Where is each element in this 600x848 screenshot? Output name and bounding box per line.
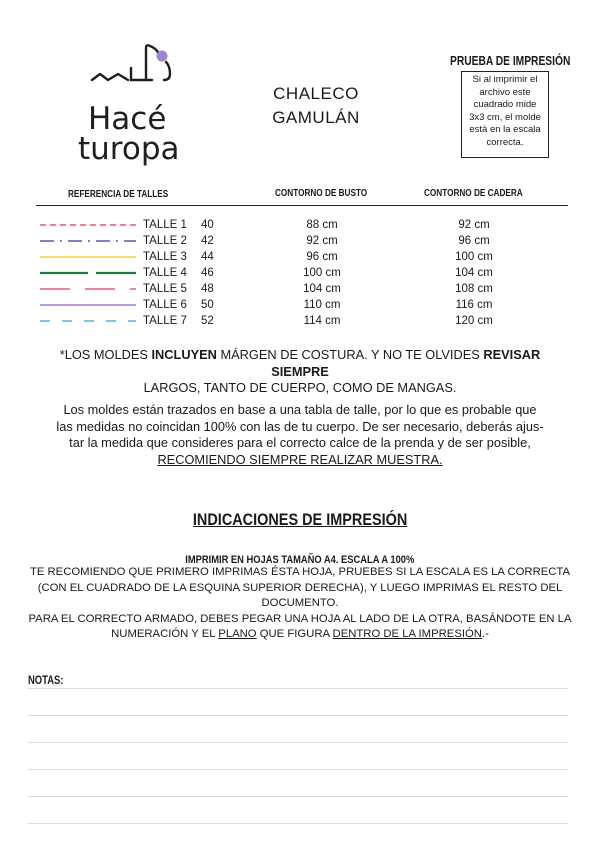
inside-print-underlined: DENTRO DE LA IMPRESIÓN [332,628,482,640]
size-line-sample [40,222,136,228]
bust-value: 110 cm [303,299,341,311]
note-text: *LOS MOLDES [59,347,152,362]
bust-value: 96 cm [306,251,338,263]
bust-value: 104 cm [303,283,341,295]
print-line: (CON EL CUADRADO DE LA ESQUINA SUPERIOR DERECHA), Y LUEGO IMPRIMAS EL RESTO DEL [37,581,563,594]
test-print-text: Si al imprimir el archivo este cuadrado mide 3x3 cm, el molde está en la escala correcta. [469,74,541,148]
bust-value: 100 cm [303,267,341,279]
test-print-square [461,71,549,158]
disclaimer-line: Los moldes están trazados en base a una tabla de talle, por lo que es probable que [63,402,537,417]
size-line-sample [40,318,136,324]
bust-value: 114 cm [303,315,341,327]
print-sub-text: IMPRIMIR EN HOJAS TAMAÑO A4. ESCALA A 100% [185,554,415,566]
print-instructions-body [22,565,578,643]
seam-allowance-note [30,347,570,397]
bust-value: 88 cm [306,219,338,231]
recommend-sample-text: RECOMIENDO SIEMPRE REALIZAR MUESTRA. [157,451,443,467]
print-line: PARA EL CORRECTO ARMADO, DEBES PEGAR UNA HOJA AL LADO DE LA OTRA, BASÁNDOTE EN LA [28,612,572,625]
print-line: NUMERACIÓN Y EL [111,628,219,640]
bust-value: 92 cm [306,235,338,247]
note-line [28,742,568,743]
size-line-sample [40,238,136,244]
size-label: TALLE 2 [143,235,187,247]
size-number: 52 [201,315,214,327]
size-number: 44 [201,251,214,263]
size-table-disclaimer [30,402,570,468]
size-line-sample [40,270,136,276]
note-text-lengths: LARGOS, TANTO DE CUERPO, COMO DE MANGAS. [143,380,457,395]
hip-value: 108 cm [455,283,493,295]
hanger-figure-icon [88,40,198,100]
print-line: .- [481,628,489,640]
print-line: TE RECOMIENDO QUE PRIMERO IMPRIMAS ÉSTA HOJA, PRUEBES SI LA ESCALA ES LA CORRECTA [29,566,571,578]
header-divider [36,205,568,206]
hip-value: 96 cm [458,235,490,247]
size-label: TALLE 5 [143,283,187,295]
hip-value: 92 cm [458,219,490,231]
size-number: 46 [201,267,214,279]
plan-underlined: PLANO [218,628,257,640]
pattern-title-line2: GAMULÁN [272,108,360,127]
size-label: TALLE 1 [143,219,187,231]
disclaimer-line: las medidas no coincidan 100% con las de tu cuerpo. De ser necesario, deberás ajus- [56,418,544,434]
size-number: 40 [201,219,214,231]
note-line [28,688,568,689]
hip-value: 120 cm [455,315,493,327]
print-instructions-heading [0,510,600,530]
note-line [28,796,568,797]
size-label: TALLE 7 [143,315,187,327]
size-line-sample [40,302,136,308]
print-heading-text: INDICACIONES DE IMPRESIÓN [192,510,408,529]
header-hip: CONTORNO DE CADERA [424,188,523,199]
note-line [28,715,568,716]
size-number: 50 [201,299,214,311]
test-print-heading: PRUEBA DE IMPRESIÓN [450,54,571,68]
logo-text-line1: Hacé [88,101,167,137]
size-label: TALLE 3 [143,251,187,263]
size-label: TALLE 6 [143,299,187,311]
note-line [28,769,568,770]
pattern-title-line1: CHALECO [273,84,359,103]
note-bold-includes: INCLUYEN [151,347,217,362]
header-size-reference: REFERENCIA DE TALLES [68,189,169,200]
size-line-sample [40,254,136,260]
notes-label: NOTAS: [28,675,64,687]
hip-value: 116 cm [455,299,493,311]
logo-text-line2: turopa [78,131,180,167]
hip-value: 100 cm [455,251,493,263]
pattern-title [236,82,396,130]
header-bust: CONTORNO DE BUSTO [275,188,368,199]
print-line: DOCUMENTO. [261,597,339,609]
size-label: TALLE 4 [143,267,187,279]
note-line [28,823,568,824]
logo [78,40,198,165]
size-number: 42 [201,235,214,247]
size-line-sample [40,286,136,292]
note-bold-always-check: REVISAR SIEMPRE [271,347,541,379]
size-number: 48 [201,283,214,295]
note-text: MÁRGEN DE COSTURA. Y NO TE OLVIDES [216,347,484,362]
hip-value: 104 cm [455,267,493,279]
print-line: QUE FIGURA [256,628,333,640]
disclaimer-line: tar la medida que consideres para el correcto calce de la prenda y de ser posible, [69,435,531,450]
